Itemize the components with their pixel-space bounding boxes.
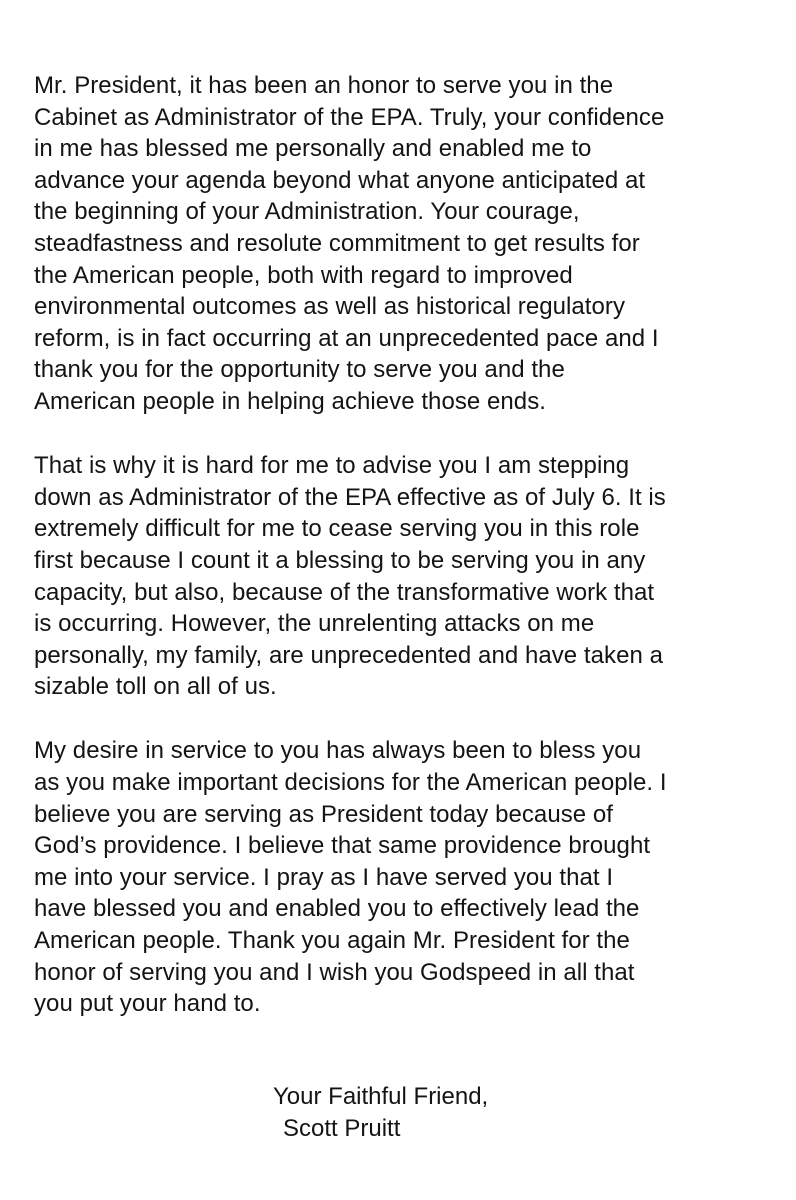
paragraph-1 [34, 70, 774, 418]
closing-salutation: Your Faithful Friend, [273, 1083, 489, 1110]
letter-body [34, 70, 774, 1020]
text-line: have blessed you and enabled you to effectively lead the [34, 895, 640, 923]
signature-name: Scott Pruitt [283, 1114, 401, 1142]
text-line: God’s providence. I believe that same providence brought [34, 832, 651, 860]
text-line: the beginning of your Administration. Your courage, [34, 198, 580, 226]
text-line: environmental outcomes as well as historical regulatory [34, 293, 626, 321]
text-line: thank you for the opportunity to serve you and the [34, 356, 565, 384]
text-line: as you make important decisions for the American people. I [34, 769, 667, 797]
text-line: down as Administrator of the EPA effective as of July 6. It is [34, 483, 666, 511]
text-line: honor of serving you and I wish you Godspeed in all that [34, 958, 635, 986]
paragraph-2 [34, 450, 774, 703]
text-line: the American people, both with regard to improved [34, 261, 573, 289]
text-line: in me has blessed me personally and enabled me to [34, 135, 592, 163]
text-line: first because I count it a blessing to be serving you in any [34, 546, 646, 574]
text-line: is occurring. However, the unrelenting attacks on me [34, 610, 595, 638]
text-line: me into your service. I pray as I have served you that I [34, 863, 614, 891]
text-line: believe you are serving as President today because of [34, 800, 614, 828]
text-line: advance your agenda beyond what anyone anticipated at [34, 166, 646, 194]
text-line: personally, my family, are unprecedented and have taken a [34, 641, 663, 669]
text-line: That is why it is hard for me to advise you I am stepping [34, 452, 630, 480]
text-line: Cabinet as Administrator of the EPA. Truly, your confidence [34, 103, 665, 131]
text-line: reform, is in fact occurring at an unprecedented pace and I [34, 324, 659, 352]
text-line: extremely difficult for me to cease serving you in this role [34, 515, 640, 543]
text-line: Mr. President, it has been an honor to serve you in the [34, 72, 614, 99]
text-line: you put your hand to. [34, 990, 261, 1018]
text-line: sizable toll on all of us. [34, 673, 277, 701]
paragraph-3 [34, 735, 774, 1019]
text-line: American people in helping achieve those ends. [34, 387, 546, 415]
text-line: capacity, but also, because of the transformative work that [34, 578, 655, 606]
text-line: steadfastness and resolute commitment to get results for [34, 229, 640, 257]
text-line: American people. Thank you again Mr. President for the [34, 927, 630, 955]
signature-block [273, 1081, 488, 1144]
text-line: My desire in service to you has always been to bless you [34, 737, 642, 765]
